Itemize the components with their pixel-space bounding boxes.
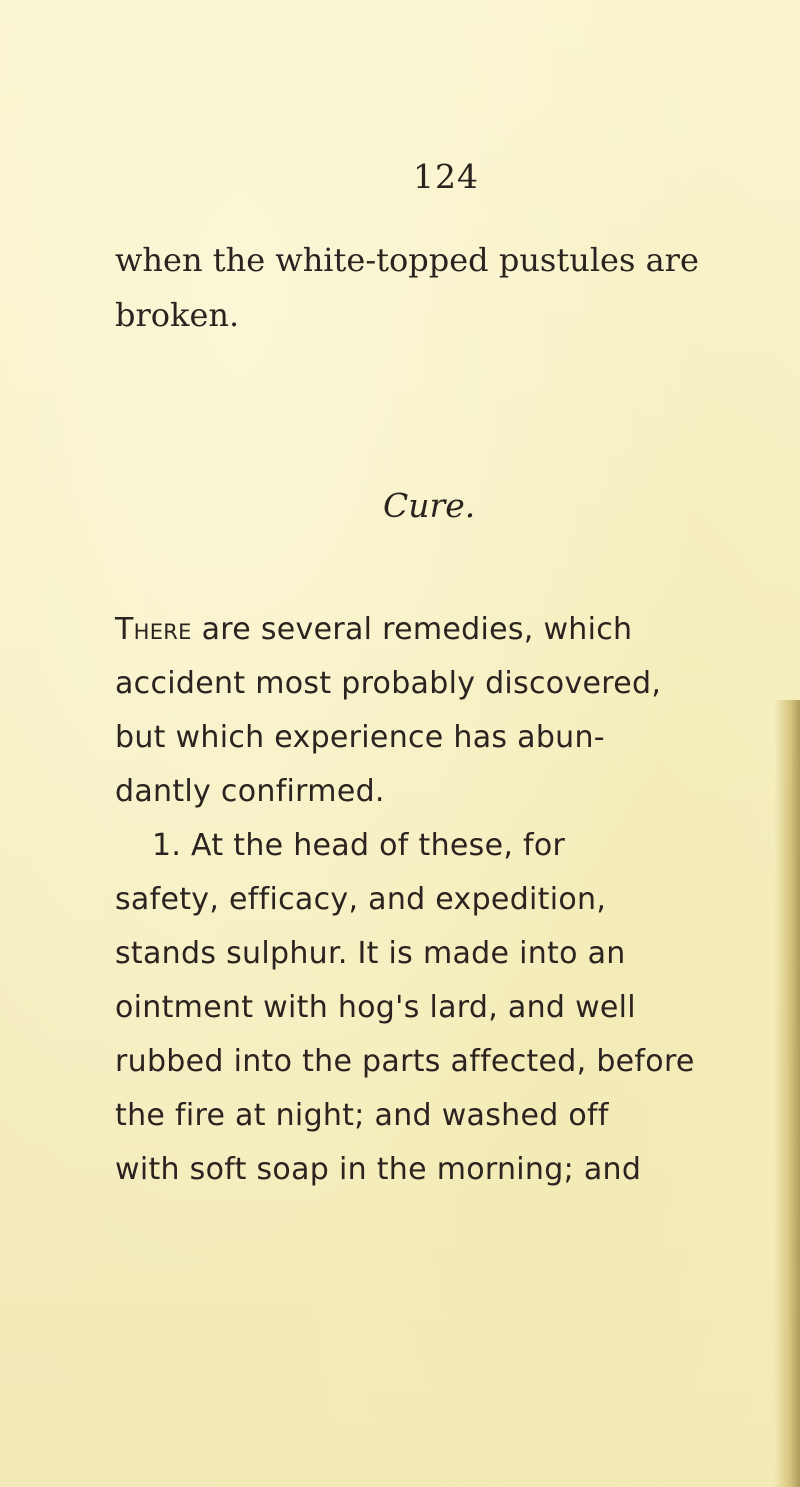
- paragraph-1-line-1-rest: are several remedies, which: [191, 612, 633, 647]
- paragraph-2-line-2: safety, efficacy, and expedition,: [115, 882, 607, 917]
- page-edge-shadow: [774, 700, 800, 1487]
- paragraph-2-line-5: rubbed into the parts affected, before: [115, 1044, 695, 1079]
- paragraph-1-first-word: There: [115, 612, 192, 647]
- paragraph-2-line-4: ointment with hog's lard, and well: [115, 990, 636, 1025]
- paragraph-1-line-1: [115, 610, 632, 650]
- continuation-line-1: when the white-topped pustules are: [115, 241, 699, 279]
- paragraph-1-line-2: accident most probably discovered,: [115, 666, 662, 701]
- page-number: 124: [413, 157, 479, 196]
- paragraph-2-line-1: 1. At the head of these, for: [152, 828, 566, 863]
- paragraph-2-line-6: the fire at night; and washed off: [115, 1098, 609, 1133]
- section-heading: Cure.: [383, 486, 476, 525]
- continuation-line-2: broken.: [115, 296, 240, 334]
- paragraph-1-line-4: dantly confirmed.: [115, 774, 385, 809]
- paragraph-2-line-7: with soft soap in the morning; and: [115, 1152, 642, 1187]
- paragraph-2-line-3: stands sulphur. It is made into an: [115, 936, 626, 971]
- paragraph-1-line-3: but which experience has abun-: [115, 720, 605, 755]
